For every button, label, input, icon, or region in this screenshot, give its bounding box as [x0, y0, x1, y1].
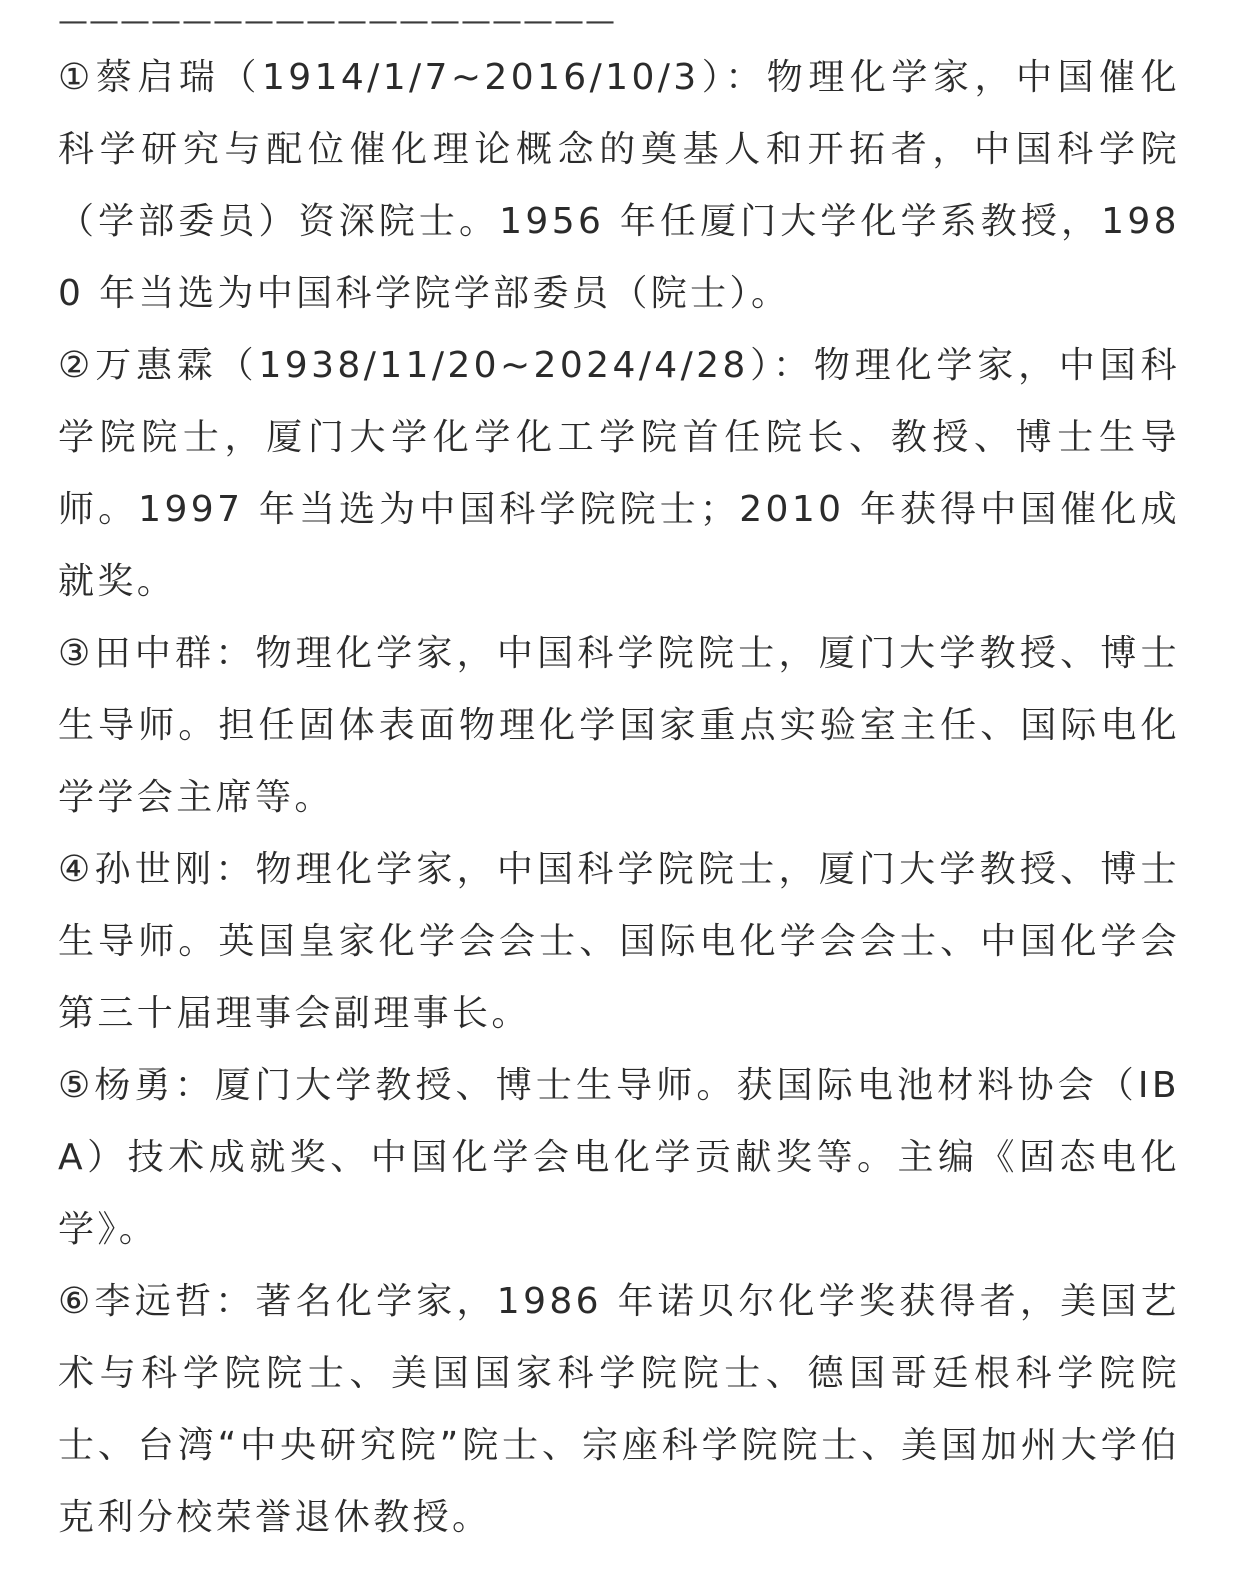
document-body — [58, 0, 1180, 1554]
entry-tian-zhongqun: ③田中群：物理化学家，中国科学院院士，厦门大学教授、博士生导师。担任固体表面物理化学国家重点实验室主任、国际电化学学会主席等。 — [58, 633, 1180, 818]
top-divider: —————————————————— — [58, 4, 616, 39]
entry-sun-shigang: ④孙世刚：物理化学家，中国科学院院士，厦门大学教授、博士生导师。英国皇家化学会会士、国际电化学会会士、中国化学会第三十届理事会副理事长。 — [58, 849, 1180, 1034]
entry-yang-yong: ⑤杨勇：厦门大学教授、博士生导师。获国际电池材料协会（IBA）技术成就奖、中国化学会电化学贡献奖等。主编《固态电化学》。 — [58, 1065, 1180, 1250]
entry-cai-qirui: ①蔡启瑞（1914/1/7~2016/10/3）：物理化学家，中国催化科学研究与配位催化理论概念的奠基人和开拓者，中国科学院（学部委员）资深院士。1956 年任厦门大学化学系教授，1980 年当选为中国科学院学部委员（院士）。 — [58, 57, 1180, 314]
entry-wan-huilin: ②万惠霖（1938/11/20~2024/4/28）：物理化学家，中国科学院院士，厦门大学化学化工学院首任院长、教授、博士生导师。1997 年当选为中国科学院院士；2010 年获得中国催化成就奖。 — [58, 345, 1180, 602]
entry-li-yuanzhe: ⑥李远哲：著名化学家，1986 年诺贝尔化学奖获得者，美国艺术与科学院院士、美国国家科学院院士、德国哥廷根科学院院士、台湾“中央研究院”院士、宗座科学院院士、美国加州大学伯克利分校荣誉退休教授。 — [58, 1281, 1180, 1538]
